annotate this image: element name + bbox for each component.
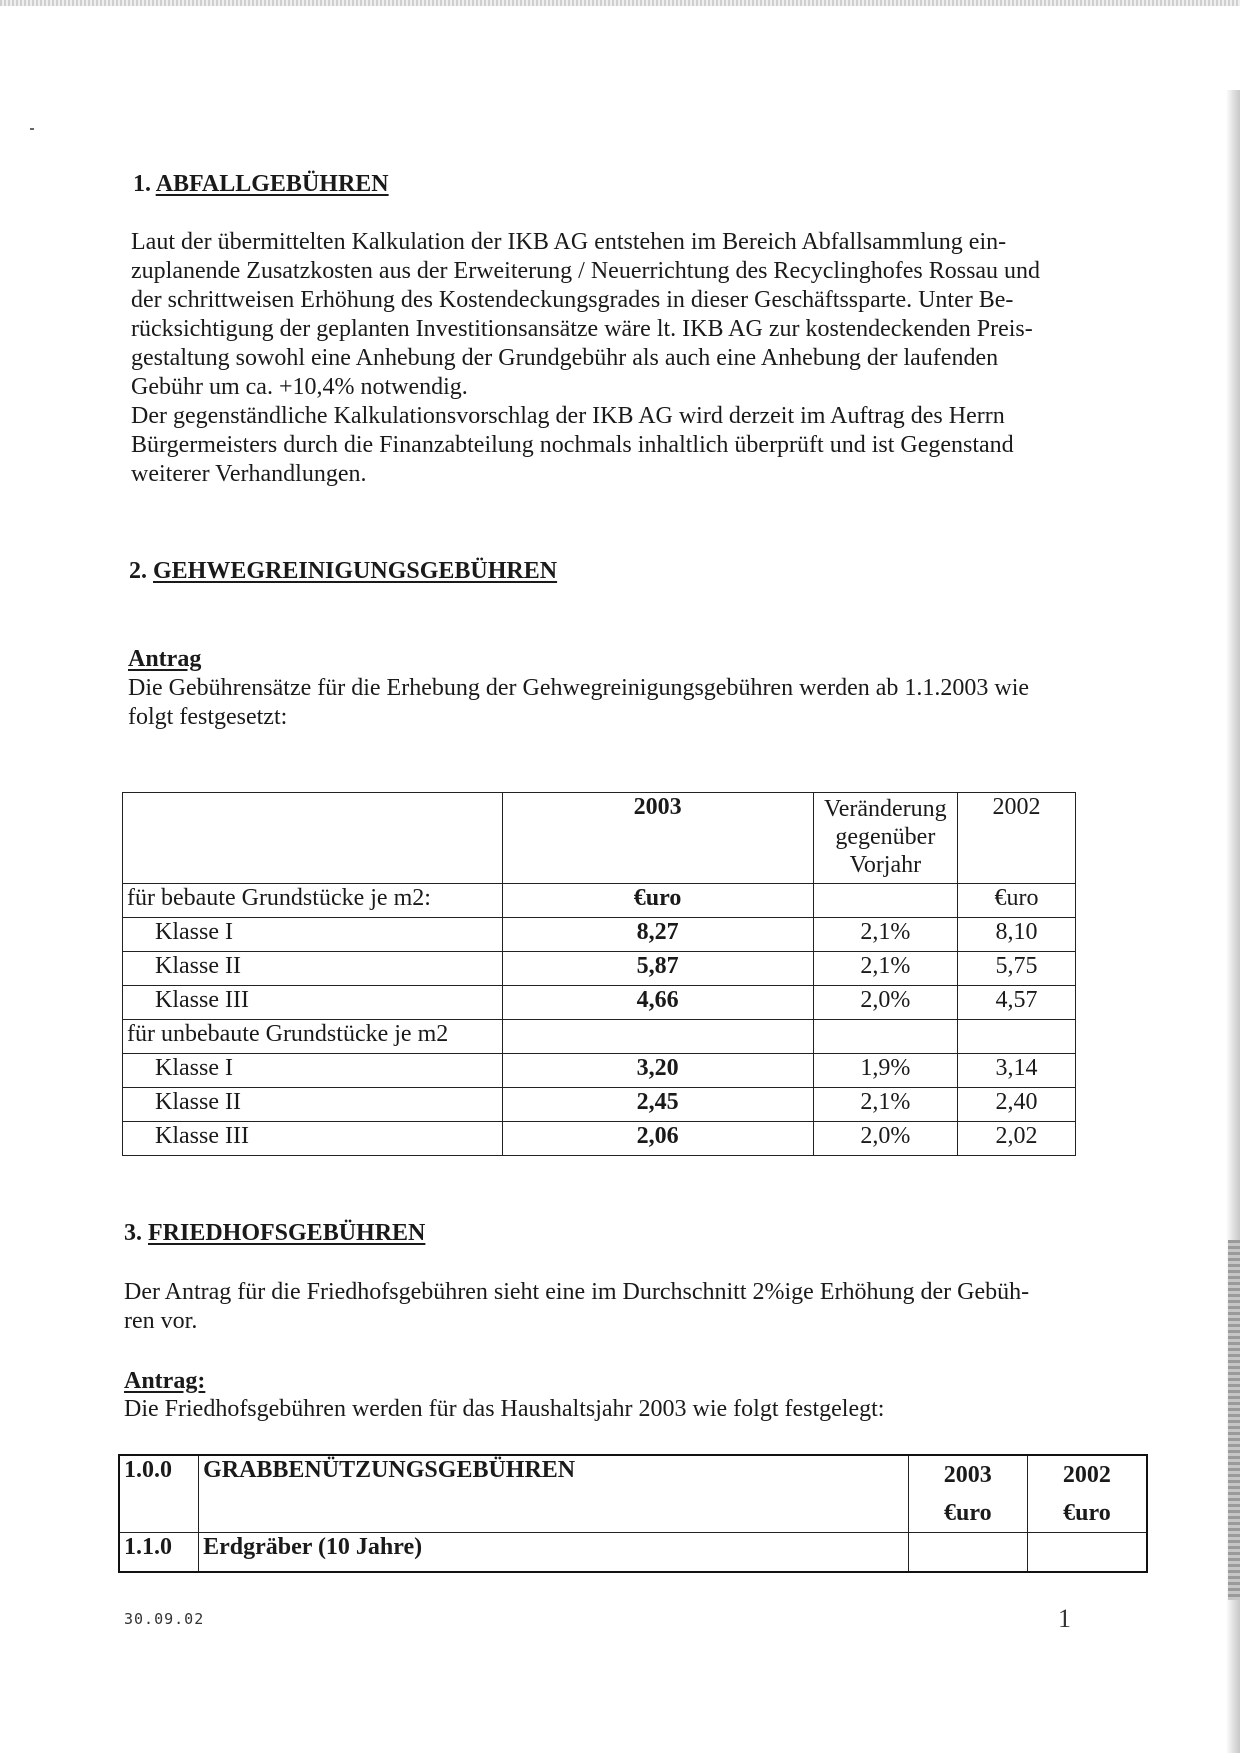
table-row [123, 1088, 1076, 1122]
row-2002: 8,10 [958, 918, 1076, 952]
table-row [123, 1122, 1076, 1156]
table-header-row [119, 1455, 1147, 1533]
s1-p1-line: zuplanende Zusatzkosten aus der Erweiterung / Neuerrichtung des Recyclinghofes Rossau und [131, 258, 1041, 284]
s2-antrag-line: Die Gebührensätze für die Erhebung der Gehwegreinigungsgebühren werden ab 1.1.2003 wie [128, 675, 1030, 701]
header-change-line: Veränderung [824, 796, 947, 822]
row-change: 2,0% [813, 1122, 957, 1156]
row-label: Klasse III [123, 986, 503, 1020]
table-row [123, 884, 1076, 918]
header-empty-cell [123, 793, 503, 884]
section2-number: 2. [129, 558, 147, 584]
section1-number: 1. [133, 171, 151, 197]
page-number: 1 [1058, 1604, 1071, 1633]
table-header-row [123, 793, 1076, 884]
section3-antrag-label: Antrag: [124, 1368, 206, 1394]
row-2003: 8,27 [502, 918, 813, 952]
s3-p-line: Der Antrag für die Friedhofsgebühren sieht eine im Durchschnitt 2%ige Erhöhung der Gebüh- [124, 1279, 1030, 1305]
s1-p2-line: Bürgermeisters durch die Finanzabteilung nochmals inhaltlich überprüft und ist Gegenstand [131, 432, 1014, 458]
row-label: für bebaute Grundstücke je m2: [123, 884, 503, 918]
s1-p1-line: gestaltung sowohl eine Anhebung der Grundgebühr als auch eine Anhebung der laufenden [131, 345, 999, 371]
gehweg-fee-table [122, 792, 1076, 1156]
row-change [813, 884, 957, 918]
row-2002: 2,02 [958, 1122, 1076, 1156]
s1-p2-line: Der gegenständliche Kalkulationsvorschlag der IKB AG wird derzeit im Auftrag des Herrn [131, 403, 1005, 429]
section1-heading [133, 170, 389, 198]
section2-antrag-label: Antrag [128, 646, 202, 672]
s2-antrag-line: folgt festgesetzt: [128, 704, 288, 730]
row-2003: 2,06 [502, 1122, 813, 1156]
unit-label: €uro [944, 1500, 992, 1526]
row-label: Klasse I [123, 918, 503, 952]
header-2003 [908, 1455, 1027, 1533]
year-label: 2003 [943, 1462, 992, 1488]
table-row [119, 1533, 1147, 1573]
section1-paragraph1 [131, 228, 1091, 489]
header-2002 [1027, 1455, 1147, 1533]
header-2003: 2003 [502, 793, 813, 884]
section2-title: GEHWEGREINIGUNGSGEBÜHREN [153, 558, 558, 584]
section3-paragraph [124, 1278, 1084, 1336]
row-label: für unbebaute Grundstücke je m2 [123, 1020, 503, 1054]
row-2002 [1027, 1533, 1147, 1573]
s1-p1-line: rücksichtigung der geplanten Investitionsansätze wäre lt. IKB AG zur kostendeckenden Preis- [131, 316, 1033, 342]
header-code: 1.0.0 [119, 1455, 199, 1533]
table-row [123, 1054, 1076, 1088]
row-change: 2,1% [813, 1088, 957, 1122]
row-code: 1.1.0 [119, 1533, 199, 1573]
row-2003 [502, 1020, 813, 1054]
row-title: Erdgräber (10 Jahre) [199, 1533, 909, 1573]
row-2002: 2,40 [958, 1088, 1076, 1122]
header-2002: 2002 [958, 793, 1076, 884]
table-row [123, 986, 1076, 1020]
section1-title: ABFALLGEBÜHREN [155, 171, 389, 197]
row-2003: 4,66 [502, 986, 813, 1020]
section2-heading [129, 557, 557, 585]
row-label: Klasse II [123, 1088, 503, 1122]
row-2003: €uro [502, 884, 813, 918]
row-2002: €uro [958, 884, 1076, 918]
row-2003: 2,45 [502, 1088, 813, 1122]
row-change: 2,0% [813, 986, 957, 1020]
table-row [123, 952, 1076, 986]
unit-label: €uro [1063, 1500, 1111, 1526]
scan-edge-shadow [1228, 1240, 1240, 1600]
s1-p1-line: Laut der übermittelten Kalkulation der IKB AG entstehen im Bereich Abfallsammlung ein- [131, 229, 1007, 255]
row-label: Klasse I [123, 1054, 503, 1088]
header-title: GRABBENÜTZUNGSGEBÜHREN [199, 1455, 909, 1533]
s1-p1-line: Gebühr um ca. +10,4% notwendig. [131, 374, 468, 400]
section3-number: 3. [124, 1220, 142, 1246]
section3-heading [124, 1219, 425, 1247]
s1-p1-line: der schrittweisen Erhöhung des Kostendeckungsgrades in dieser Geschäftssparte. Unter Be- [131, 287, 1014, 313]
row-2002 [958, 1020, 1076, 1054]
row-change: 2,1% [813, 952, 957, 986]
row-2002: 3,14 [958, 1054, 1076, 1088]
header-change-line: gegenüber [835, 824, 936, 850]
row-change: 1,9% [813, 1054, 957, 1088]
header-change [813, 793, 957, 884]
section3-title: FRIEDHOFSGEBÜHREN [148, 1220, 426, 1246]
row-2002: 4,57 [958, 986, 1076, 1020]
scan-right-edge [1226, 90, 1240, 1753]
row-label: Klasse II [123, 952, 503, 986]
s1-p2-line: weiterer Verhandlungen. [131, 461, 367, 487]
row-label: Klasse III [123, 1122, 503, 1156]
section3-antrag-text: Die Friedhofsgebühren werden für das Haushaltsjahr 2003 wie folgt festgelegt: [124, 1396, 885, 1422]
table-row [123, 918, 1076, 952]
s3-p-line: ren vor. [124, 1308, 198, 1334]
friedhof-fee-table [118, 1454, 1148, 1573]
header-change-line: Vorjahr [849, 852, 922, 878]
footer-date: 30.09.02 [124, 1610, 205, 1628]
scan-speck [30, 128, 34, 130]
row-2003: 5,87 [502, 952, 813, 986]
section2-antrag-text [128, 674, 1088, 732]
row-change: 2,1% [813, 918, 957, 952]
row-2002: 5,75 [958, 952, 1076, 986]
table-row [123, 1020, 1076, 1054]
row-2003: 3,20 [502, 1054, 813, 1088]
scan-top-edge [0, 0, 1240, 6]
year-label: 2002 [1062, 1462, 1111, 1488]
row-2003 [908, 1533, 1027, 1573]
row-change [813, 1020, 957, 1054]
